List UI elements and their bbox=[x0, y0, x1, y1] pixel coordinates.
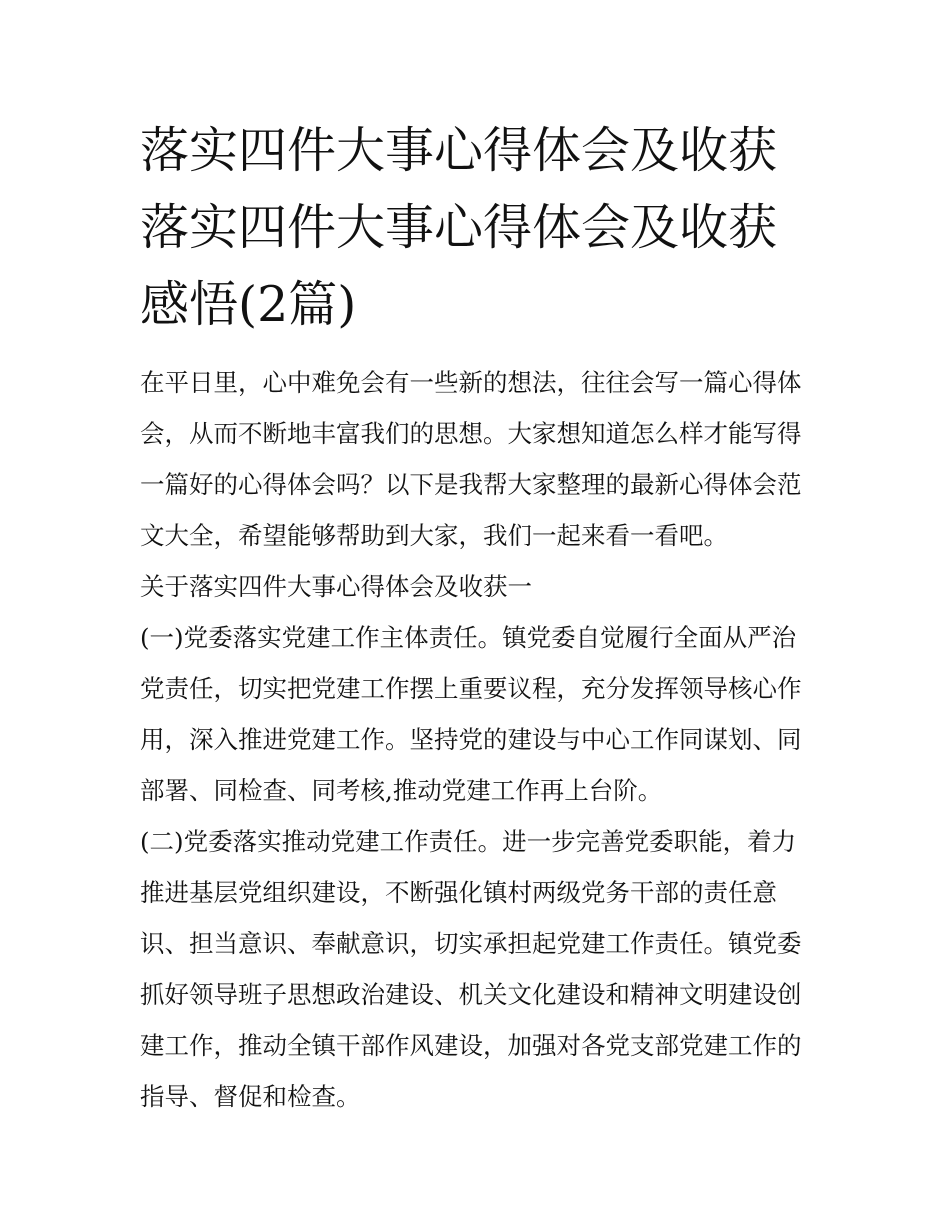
body-paragraph-2: (二)党委落实推动党建工作责任。进一步完善党委职能，着力推进基层党组织建设，不断强化镇村两级党务干部的责任意识、担当意识、奉献意识，切实承担起党建工作责任。镇党委抓好领导班子思想政治建设、机关文化建设和精神文明建设创建工作，推动全镇干部作风建设，加强对各党支部党建工作的指导、督促和检查。 bbox=[140, 827, 802, 1111]
document-body bbox=[140, 357, 820, 1122]
body-paragraph-1: (一)党委落实党建工作主体责任。镇党委自觉履行全面从严治党责任，切实把党建工作摆上重要议程，充分发挥领导核心作用，深入推进党建工作。坚持党的建设与中心工作同谋划、同部署、同检查、同考核,推动党建工作再上台阶。 bbox=[140, 623, 802, 805]
title-line-1: 落实四件大事心得体会及收获 bbox=[140, 122, 778, 179]
document-title bbox=[140, 112, 820, 343]
title-line-3: 感悟(2篇) bbox=[140, 276, 357, 333]
title-line-2: 落实四件大事心得体会及收获 bbox=[140, 199, 778, 256]
document-page bbox=[140, 112, 820, 1122]
section-heading: 关于落实四件大事心得体会及收获一 bbox=[140, 572, 532, 601]
intro-paragraph: 在平日里，心中难免会有一些新的想法，往往会写一篇心得体会，从而不断地丰富我们的思想。大家想知道怎么样才能写得一篇好的心得体会吗？以下是我帮大家整理的最新心得体会范文大全，希望能够帮助到大家，我们一起来看一看吧。 bbox=[140, 368, 802, 550]
